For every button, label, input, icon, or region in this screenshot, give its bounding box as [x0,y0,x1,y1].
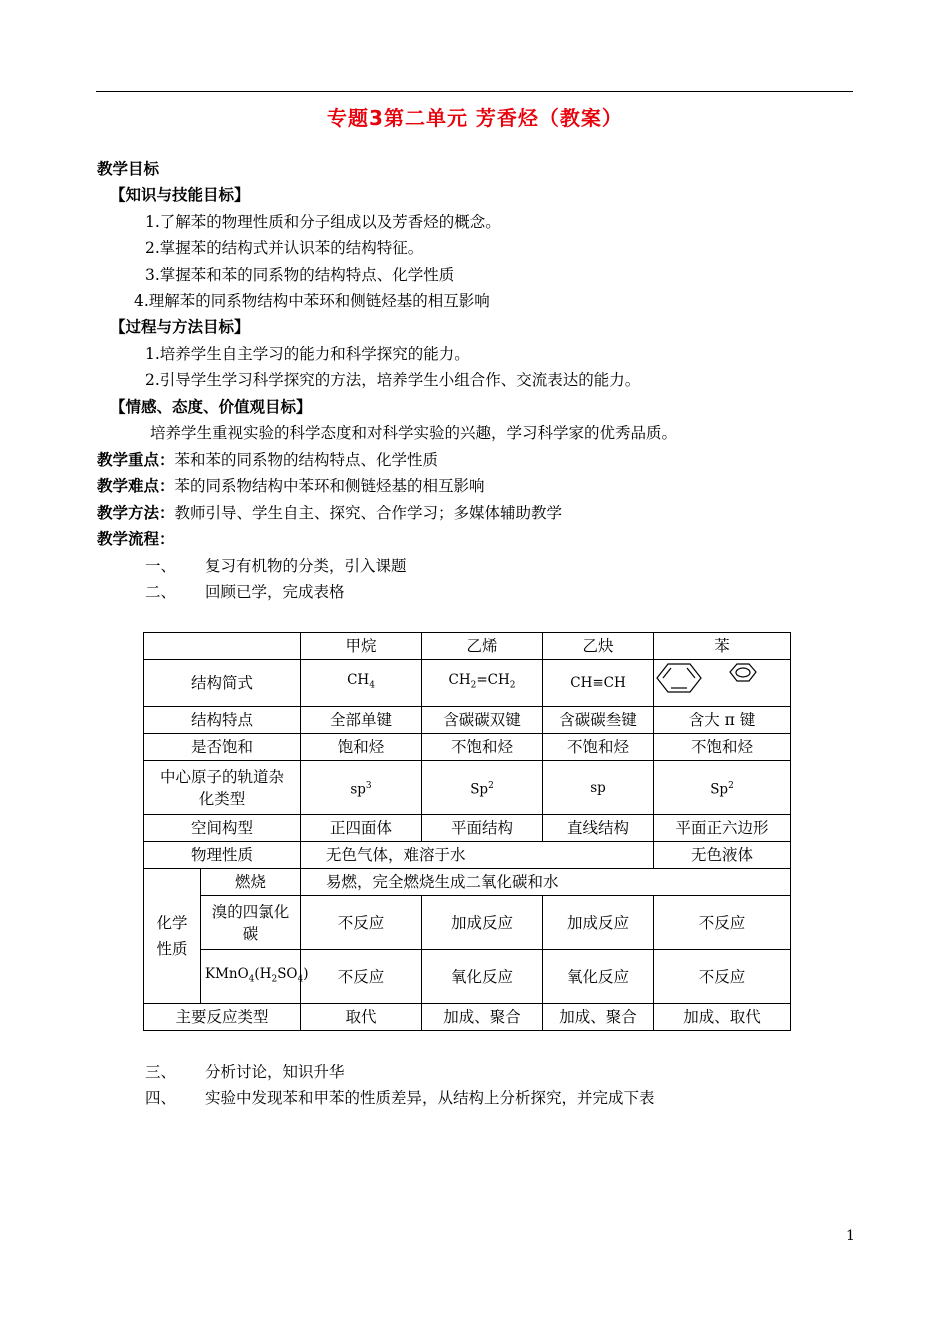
formula-acetylene: CH≡CH [543,660,654,707]
chemical-label-text: 化学性质 [156,914,188,958]
formula-benzene [654,660,791,707]
header-rule [96,91,853,92]
hybrid-ethylene [422,761,543,815]
table-cell: 加成反应 [543,896,654,950]
table-cell: 平面正六边形 [654,815,791,842]
knowledge-heading: 【知识与技能目标】 [110,186,250,204]
table-cell: 含大 π 键 [654,707,791,734]
table-cell: 不反应 [301,950,422,1004]
kmno4-text: ) [303,965,309,982]
formula-text: CH [448,672,471,689]
table-cell: 不反应 [654,896,791,950]
formula-subscript: 4 [369,680,375,691]
combustion-cell: 易燃，完全燃烧生成二氧化碳和水 [301,869,791,896]
methods [97,503,562,523]
table-cell: 正四面体 [301,815,422,842]
row-label-structure: 结构特点 [144,707,301,734]
row-label-geometry: 空间构型 [144,815,301,842]
kmno4-subscript: 4 [297,974,304,985]
physical-benzene-cell: 无色液体 [654,842,791,869]
table-cell: 不反应 [654,950,791,1004]
table-row [144,707,791,734]
hybrid-superscript: 2 [488,780,494,791]
table-cell: 加成反应 [422,896,543,950]
table-cell: 不反应 [301,896,422,950]
table-cell: 直线结构 [543,815,654,842]
flow-step-num: 二、 [145,583,177,601]
row-label-saturation: 是否饱和 [144,734,301,761]
flow-step-num: 一、 [145,557,177,575]
table-cell: 全部单键 [301,707,422,734]
kmno4-text: SO [277,965,298,982]
row-label-chemical [144,869,201,1004]
table-header-row [144,633,791,660]
physical-shared-cell: 无色气体，难溶于水 [301,842,654,869]
document-title: 专题3第二单元 芳香烃（教案） [327,106,623,130]
objectives-heading: 教学目标 [97,160,160,178]
knowledge-item: 2.掌握苯的结构式并认识苯的结构特征。 [145,239,424,257]
key-points-label: 教学重点： [97,451,175,469]
flow-step-num: 四、 [145,1089,177,1107]
table-row [144,950,791,1004]
flow-step-text: 分析讨论，知识升华 [205,1063,345,1081]
table-row [144,1004,791,1031]
table-cell: 饱和烃 [301,734,422,761]
comparison-table [143,632,791,1031]
methods-text: 教师引导、学生自主、探究、合作学习；多媒体辅助教学 [174,504,563,522]
row-label-hybrid: 中心原子的轨道杂化类型 [144,761,301,815]
table-cell: 含碳碳叁键 [543,707,654,734]
table-row [144,734,791,761]
flow-step-text: 实验中发现苯和甲苯的性质差异，从结构上分析探究，并完成下表 [205,1089,655,1107]
key-points-text: 苯和苯的同系物的结构特点、化学性质 [174,451,439,469]
key-points [97,450,438,470]
difficulties-text: 苯的同系物结构中苯环和侧链烃基的相互影响 [174,477,485,495]
knowledge-item: 4.理解苯的同系物结构中苯环和侧链烃基的相互影响 [134,292,490,310]
row-label-kmno4 [201,950,309,1004]
benzene-ring-icon [654,660,789,700]
column-header-ethylene: 乙烯 [422,633,543,660]
formula-text: CH [347,672,370,689]
table-cell: 氧化反应 [422,950,543,1004]
table-cell: 含碳碳双键 [422,707,543,734]
difficulties [97,476,485,496]
hybrid-acetylene: sp [543,761,654,815]
process-item: 1.培养学生自主学习的能力和科学探究的能力。 [145,345,470,363]
hybrid-superscript: 3 [365,780,372,791]
difficulties-label: 教学难点： [97,477,175,495]
table-cell: 加成、取代 [654,1004,791,1031]
table-cell: 氧化反应 [543,950,654,1004]
table-cell: 平面结构 [422,815,543,842]
hybrid-text: sp [350,781,366,798]
table-row [144,660,791,707]
column-header-methane: 甲烷 [301,633,422,660]
kmno4-text: KMnO [205,965,249,982]
formula-subscript: 2 [470,680,477,691]
kmno4-subscript: 4 [248,974,255,985]
hybrid-methane [301,761,422,815]
formula-subscript: 2 [509,680,516,691]
table-cell: 不饱和烃 [422,734,543,761]
formula-methane [301,660,422,707]
table-row [144,896,791,950]
table-row [144,842,791,869]
flow-step-num: 三、 [145,1063,177,1081]
formula-text: =CH [476,672,510,689]
kmno4-text: (H [254,965,272,982]
emotion-heading: 【情感、态度、价值观目标】 [110,398,312,416]
flow-label: 教学流程： [97,530,175,548]
column-header-benzene: 苯 [654,633,791,660]
knowledge-item: 1.了解苯的物理性质和分子组成以及芳香烃的概念。 [145,213,501,231]
table-cell: 不饱和烃 [654,734,791,761]
table-cell: 取代 [301,1004,422,1031]
hybrid-text: Sp [470,781,489,798]
column-header-acetylene: 乙炔 [543,633,654,660]
process-item: 2.引导学生学习科学探究的方法，培养学生小组合作、交流表达的能力。 [145,371,641,389]
page-number: 1 [846,1228,855,1244]
flow-step-text: 复习有机物的分类，引入课题 [205,557,407,575]
hybrid-benzene [654,761,791,815]
emotion-text: 培养学生重视实验的科学态度和对科学实验的兴趣，学习科学家的优秀品质。 [150,424,678,442]
table-row [144,869,791,896]
table-cell: 加成、聚合 [543,1004,654,1031]
row-label-bromine: 溴的四氯化碳 [201,896,301,950]
flow-step-text: 回顾已学，完成表格 [205,583,345,601]
methods-label: 教学方法： [97,504,175,522]
row-label-physical: 物理性质 [144,842,301,869]
hybrid-superscript: 2 [728,780,734,791]
row-label-reactions: 主要反应类型 [144,1004,301,1031]
table-cell: 加成、聚合 [422,1004,543,1031]
table-corner-cell [144,633,301,660]
process-heading: 【过程与方法目标】 [110,318,250,336]
kmno4-subscript: 2 [271,974,278,985]
table-cell: 不饱和烃 [543,734,654,761]
row-label-formula: 结构简式 [144,660,301,707]
table-row [144,761,791,815]
knowledge-item: 3.掌握苯和苯的同系物的结构特点、化学性质 [145,266,455,284]
hybrid-text: Sp [710,781,729,798]
row-label-combustion: 燃烧 [201,869,301,896]
formula-ethylene [422,660,543,707]
table-row [144,815,791,842]
